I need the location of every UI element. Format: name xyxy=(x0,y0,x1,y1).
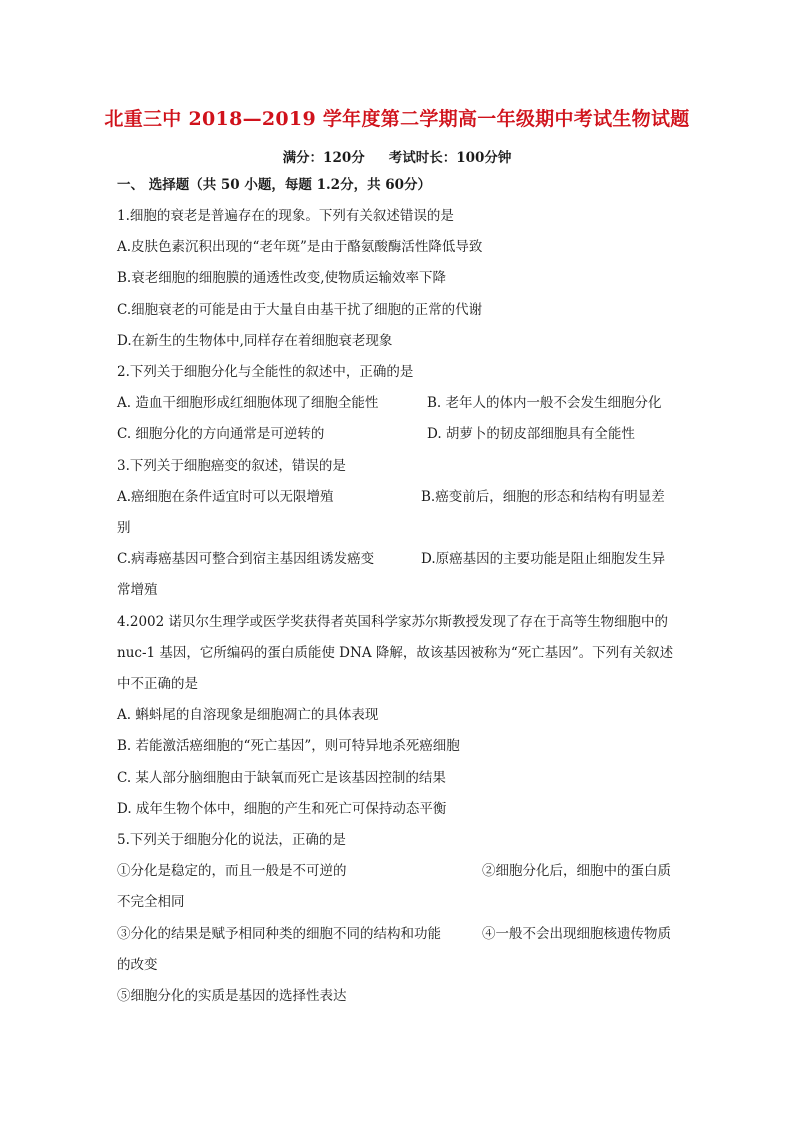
q3-option-b-wrap: 别 xyxy=(117,520,131,536)
q2-option-c: C. 细胞分化的方向通常是可逆转的 xyxy=(117,426,325,442)
full-score: 满分：120分 xyxy=(282,150,365,166)
q1-option-b: B.衰老细胞的细胞膜的通透性改变,使物质运输效率下降 xyxy=(117,270,447,286)
q5-statement-2-wrap: 不完全相同 xyxy=(117,894,185,910)
q1-stem: 1.细胞的衰老是普遍存在的现象。下列有关叙述错误的是 xyxy=(117,208,454,224)
q3-option-d: D.原癌基因的主要功能是阻止细胞发生异 xyxy=(421,551,666,567)
q2-option-a: A. 造血干细胞形成红细胞体现了细胞全能性 xyxy=(117,395,379,411)
q5-statement-2: ②细胞分化后，细胞中的蛋白质 xyxy=(482,863,671,879)
q5-statement-5: ⑤细胞分化的实质是基因的选择性表达 xyxy=(117,988,347,1004)
q2-stem: 2.下列关于细胞分化与全能性的叙述中，正确的是 xyxy=(117,364,414,380)
q3-option-d-wrap: 常增殖 xyxy=(117,582,158,598)
q3-option-b: B.癌变前后，细胞的形态和结构有明显差 xyxy=(421,489,665,505)
q3-option-a: A.癌细胞在条件适宜时可以无限增殖 xyxy=(117,489,334,505)
q4-stem-line3: 中不正确的是 xyxy=(117,676,198,692)
q3-option-c: C.病毒癌基因可整合到宿主基因组诱发癌变 xyxy=(117,551,375,567)
q4-stem-line2: nuc-1 基因，它所编码的蛋白质能使 DNA 降解，故该基因被称为“死亡基因”。下列有关叙述 xyxy=(117,645,674,661)
q5-statement-3: ③分化的结果是赋予相同种类的细胞不同的结构和功能 xyxy=(117,926,441,942)
exam-title: 北重三中 2018—2019 学年度第二学期高一年级期中考试生物试题 xyxy=(104,108,690,130)
q5-statement-1: ①分化是稳定的，而且一般是不可逆的 xyxy=(117,863,347,879)
q1-option-a: A.皮肤色素沉积出现的“老年斑”是由于酪氨酸酶活性降低导致 xyxy=(117,239,483,255)
q1-option-d: D.在新生的生物体中,同样存在着细胞衰老现象 xyxy=(117,333,393,349)
q4-option-b: B. 若能激活癌细胞的“死亡基因”，则可特异地杀死癌细胞 xyxy=(117,738,460,754)
q4-option-a: A. 蝌蚪尾的自溶现象是细胞凋亡的具体表现 xyxy=(117,707,379,723)
q5-statement-4: ④一般不会出现细胞核遗传物质 xyxy=(482,926,671,942)
q2-option-b: B. 老年人的体内一般不会发生细胞分化 xyxy=(427,395,662,411)
q4-stem-line1: 4.2002 诺贝尔生理学或医学奖获得者英国科学家苏尔斯教授发现了存在于高等生物细胞中的 xyxy=(117,614,669,630)
exam-duration: 考试时长：100分钟 xyxy=(388,150,512,166)
section-heading: 一、 选择题（共 50 小题，每题 1.2分，共 60分） xyxy=(117,177,432,193)
exam-meta xyxy=(0,146,794,166)
q5-statement-4-wrap: 的改变 xyxy=(117,957,158,973)
q4-option-c: C. 某人部分脑细胞由于缺氧而死亡是该基因控制的结果 xyxy=(117,770,446,786)
q2-option-d: D. 胡萝卜的韧皮部细胞具有全能性 xyxy=(427,426,635,442)
q5-stem: 5.下列关于细胞分化的说法，正确的是 xyxy=(117,832,346,848)
q3-stem: 3.下列关于细胞癌变的叙述，错误的是 xyxy=(117,458,346,474)
q4-option-d: D. 成年生物个体中，细胞的产生和死亡可保持动态平衡 xyxy=(117,801,447,817)
q1-option-c: C.细胞衰老的可能是由于大量自由基干扰了细胞的正常的代谢 xyxy=(117,302,483,318)
